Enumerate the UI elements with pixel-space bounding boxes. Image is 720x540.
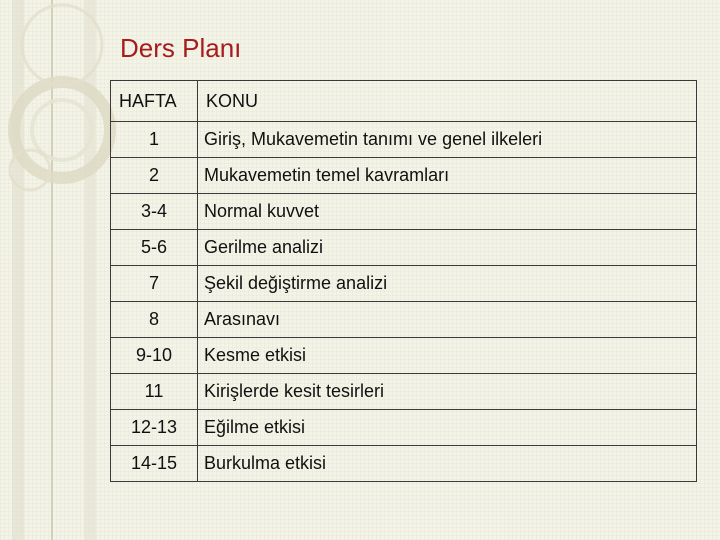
topic-cell: Kirişlerde kesit tesirleri (198, 374, 697, 410)
topic-cell: Arasınavı (198, 302, 697, 338)
table-row (111, 194, 697, 230)
week-cell: 14-15 (111, 446, 198, 482)
table-row (111, 374, 697, 410)
column-header-week: HAFTA (111, 81, 198, 122)
course-plan-table (110, 80, 697, 482)
large-ring (14, 82, 110, 178)
slide-title: Ders Planı (120, 33, 242, 63)
column-header-topic: KONU (198, 81, 697, 122)
week-cell: 8 (111, 302, 198, 338)
week-cell: 3-4 (111, 194, 198, 230)
topic-cell: Mukavemetin temel kavramları (198, 158, 697, 194)
table-row (111, 410, 697, 446)
small-ring (10, 150, 50, 190)
topic-cell: Eğilme etkisi (198, 410, 697, 446)
week-cell: 5-6 (111, 230, 198, 266)
table-row (111, 338, 697, 374)
table-row (111, 158, 697, 194)
week-cell: 9-10 (111, 338, 198, 374)
table-row (111, 266, 697, 302)
week-cell: 11 (111, 374, 198, 410)
right-vertical-band (84, 0, 96, 540)
table-row (111, 230, 697, 266)
upper-ring (22, 5, 102, 85)
week-cell: 1 (111, 122, 198, 158)
week-cell: 2 (111, 158, 198, 194)
table-row (111, 302, 697, 338)
topic-cell: Giriş, Mukavemetin tanımı ve genel ilkeleri (198, 122, 697, 158)
table-row (111, 122, 697, 158)
topic-cell: Gerilme analizi (198, 230, 697, 266)
topic-cell: Şekil değiştirme analizi (198, 266, 697, 302)
table-row (111, 446, 697, 482)
left-vertical-band (12, 0, 24, 540)
topic-cell: Burkulma etkisi (198, 446, 697, 482)
week-cell: 7 (111, 266, 198, 302)
topic-cell: Kesme etkisi (198, 338, 697, 374)
week-cell: 12-13 (111, 410, 198, 446)
topic-cell: Normal kuvvet (198, 194, 697, 230)
table-header-row (111, 81, 697, 122)
inner-ring (32, 100, 92, 160)
